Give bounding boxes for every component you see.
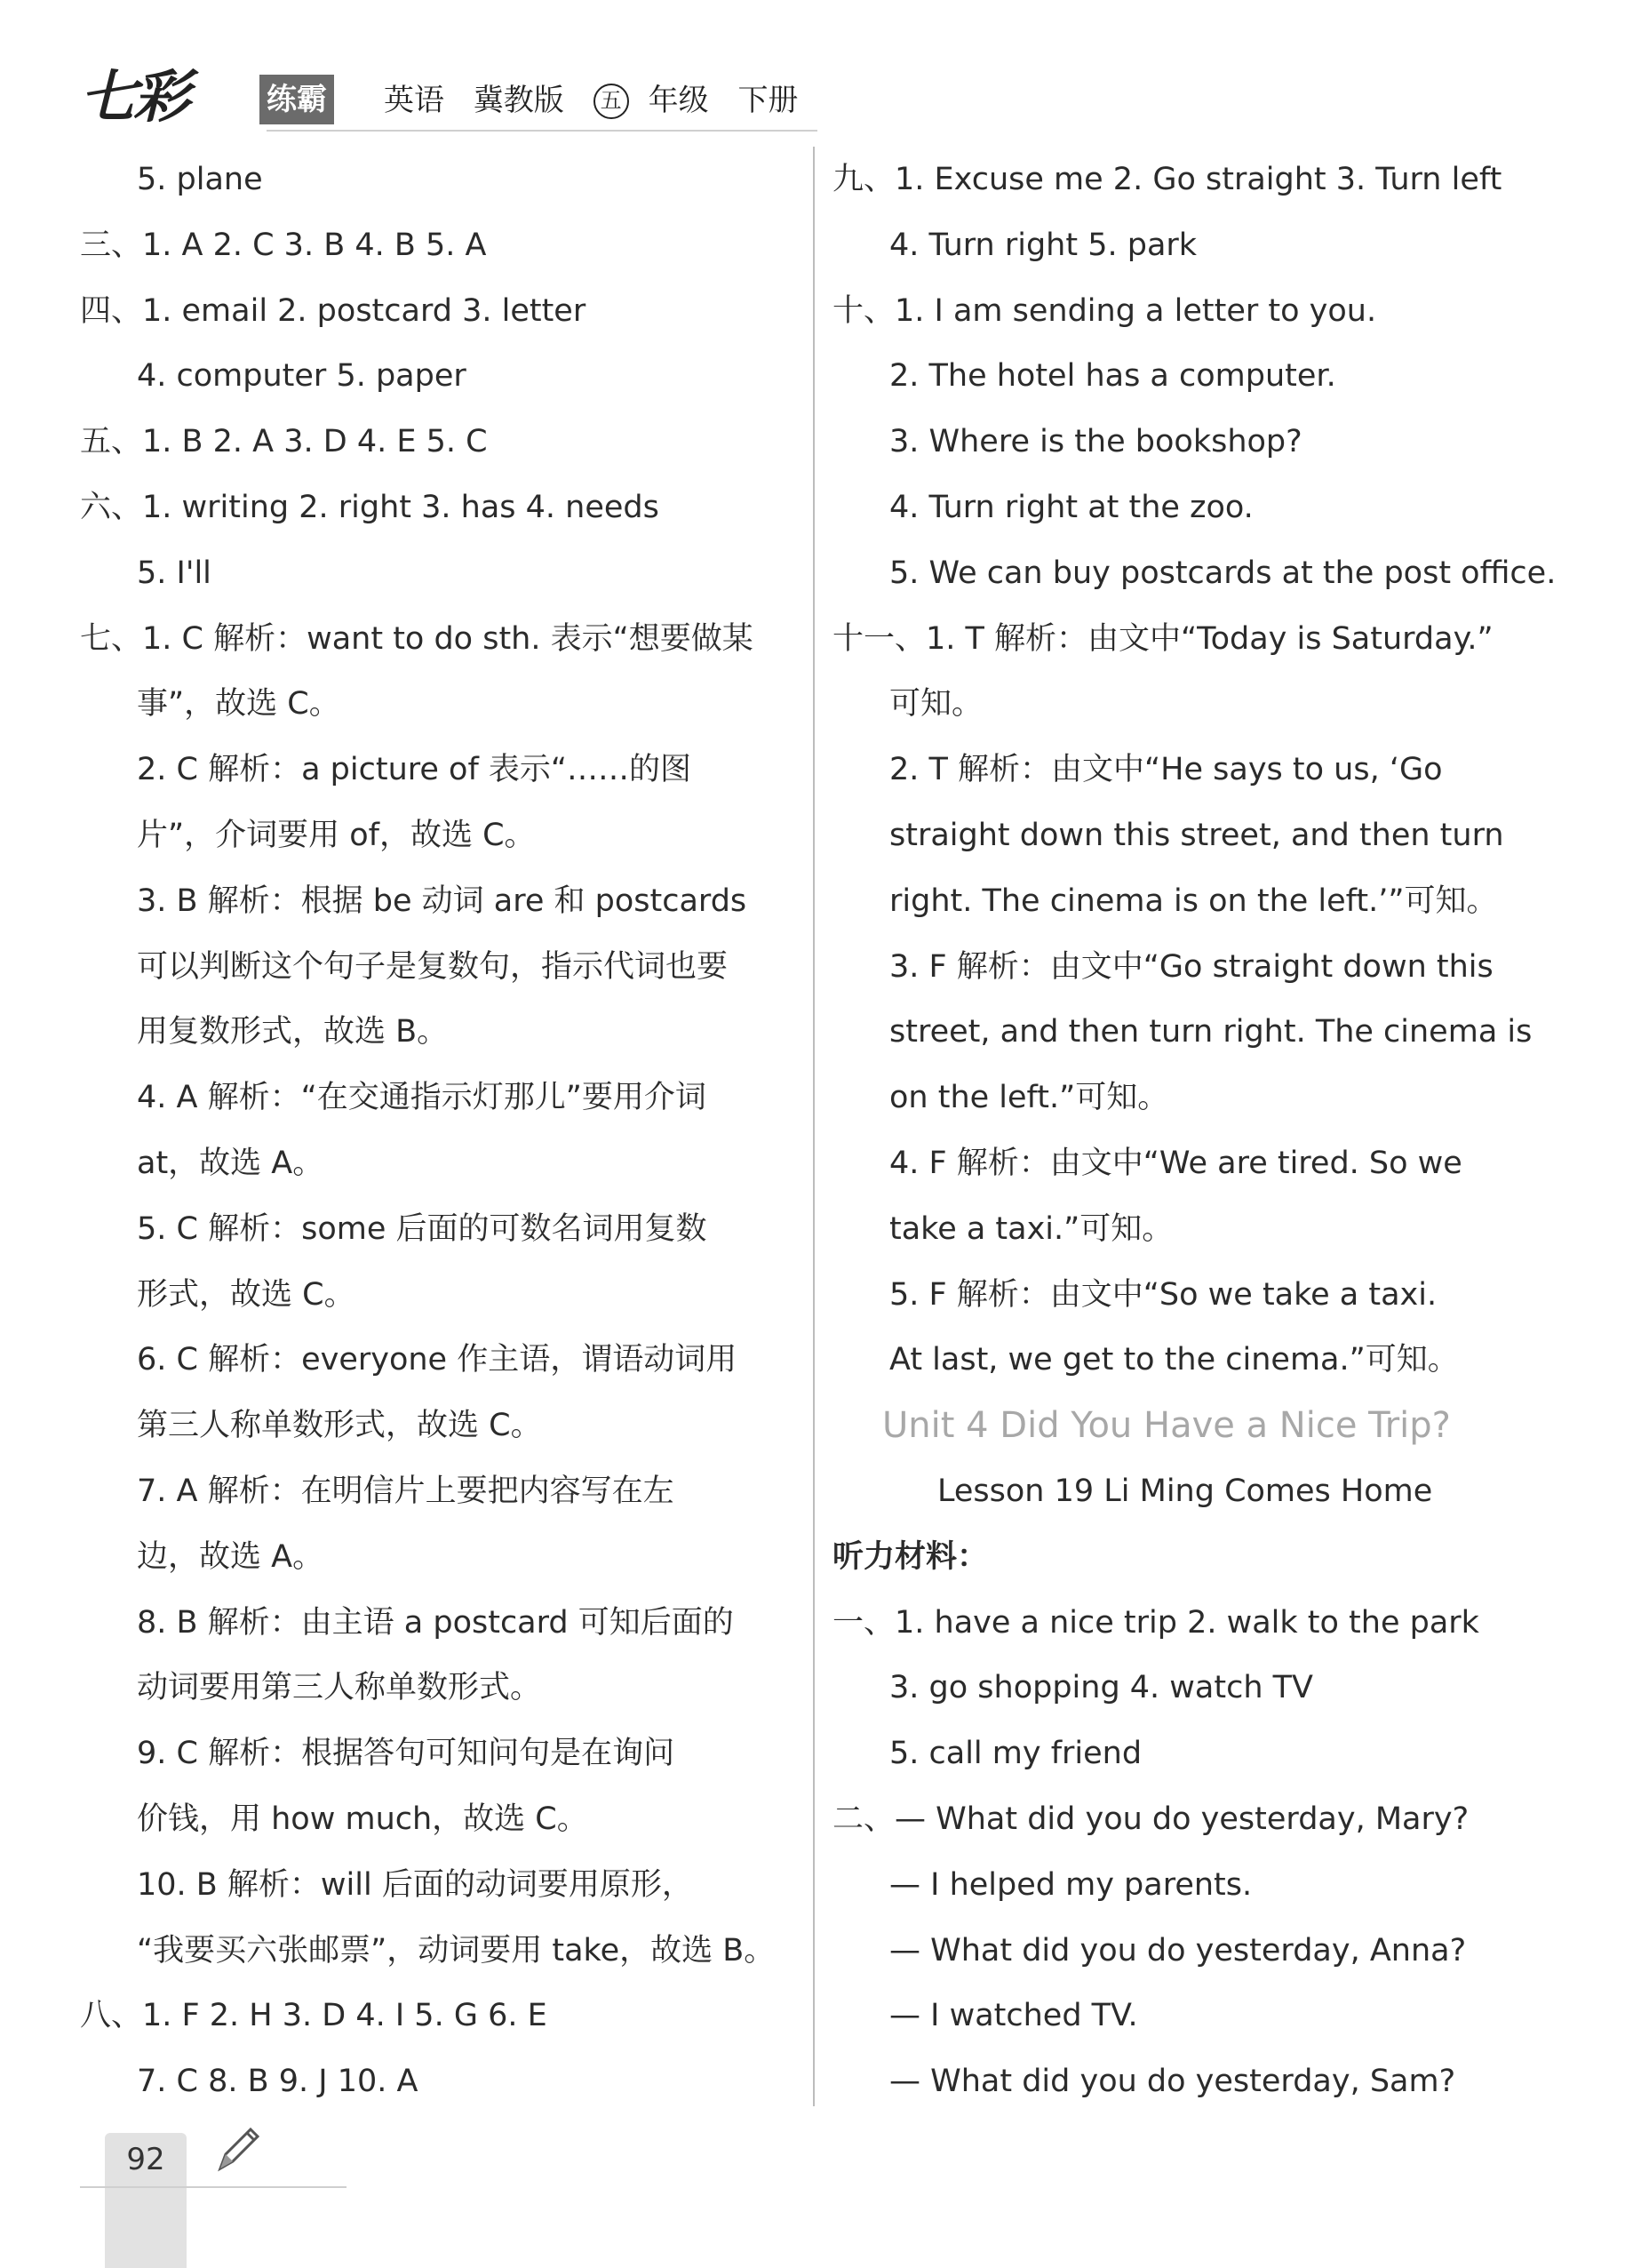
- left-column: [80, 148, 804, 2115]
- answer-line: 九、1. Excuse me 2. Go straight 3. Turn left: [832, 162, 1502, 197]
- answer-line: 7. C 8. B 9. J 10. A: [137, 2064, 418, 2100]
- page-number: 92: [126, 2142, 165, 2177]
- volume-label: 下册: [737, 83, 799, 118]
- edition-label: 冀教版: [473, 83, 564, 118]
- answer-line: 5. call my friend: [889, 1736, 1143, 1772]
- header-rule: [267, 130, 817, 132]
- answer-line: street, and then turn right. The cinema is: [889, 1014, 1533, 1050]
- answer-line: 6. C 解析：everyone 作主语，谓语动词用: [137, 1342, 737, 1378]
- answer-line: 片”，介词要用 of，故选 C。: [137, 817, 536, 853]
- answer-line: 六、1. writing 2. right 3. has 4. needs: [80, 489, 659, 525]
- answer-line: 八、1. F 2. H 3. D 4. I 5. G 6. E: [80, 1998, 547, 2034]
- answer-line: 七、1. C 解析：want to do sth. 表示“想要做某: [80, 620, 753, 657]
- answer-line: 第三人称单数形式，故选 C。: [137, 1408, 542, 1444]
- answer-line: 可以判断这个句子是复数句，指示代词也要: [137, 948, 729, 985]
- answer-line: 4. F 解析：由文中“We are tired. So we: [889, 1145, 1462, 1181]
- answer-line: At last, we get to the cinema.”可知。: [889, 1342, 1459, 1378]
- grade-number-circle: 五: [593, 84, 629, 119]
- answer-line: 3. go shopping 4. watch TV: [889, 1670, 1313, 1706]
- answer-line: straight down this street, and then turn: [889, 817, 1504, 853]
- answer-line: 形式，故选 C。: [137, 1276, 355, 1313]
- answer-line: right. The cinema is on the left.’”可知。: [889, 882, 1498, 919]
- answer-line: 4. A 解析：“在交通指示灯那儿”要用介词: [137, 1080, 706, 1116]
- answer-line: 7. A 解析：在明信片上要把内容写在左: [137, 1473, 674, 1509]
- answer-line: 8. B 解析：由主语 a postcard 可知后面的: [137, 1604, 734, 1641]
- answer-line: 边，故选 A。: [137, 1538, 324, 1575]
- subject-label: 英语: [384, 83, 444, 118]
- answer-line: — What did you do yesterday, Sam?: [889, 2064, 1456, 2100]
- book-info: [384, 78, 817, 123]
- page-header: [62, 53, 809, 138]
- answer-line: 五、1. B 2. A 3. D 4. E 5. C: [80, 424, 488, 460]
- answer-line: on the left.”可知。: [889, 1080, 1169, 1116]
- section-heading: 听力材料：: [832, 1538, 989, 1575]
- answer-line: 3. B 解析：根据 be 动词 are 和 postcards: [137, 882, 747, 919]
- answer-line: 十、1. I am sending a letter to you.: [832, 292, 1377, 329]
- answer-line: 3. F 解析：由文中“Go straight down this: [889, 948, 1494, 985]
- answer-line: 5. C 解析：some 后面的可数名词用复数: [137, 1210, 707, 1247]
- answer-line: — What did you do yesterday, Anna?: [889, 1932, 1467, 1969]
- answer-line: 价钱，用 how much，故选 C。: [137, 1801, 588, 1837]
- unit-heading: Unit 4 Did You Have a Nice Trip?: [882, 1405, 1451, 1447]
- answer-line: take a taxi.”可知。: [889, 1210, 1174, 1247]
- answer-line: 9. C 解析：根据答句可知问句是在询问: [137, 1736, 675, 1772]
- answer-line: 4. Turn right 5. park: [889, 227, 1198, 263]
- pencil-icon: [211, 2120, 265, 2174]
- answer-line: 4. Turn right at the zoo.: [889, 489, 1254, 525]
- answer-line: 2. C 解析：a picture of 表示“……的图: [137, 752, 692, 788]
- answer-line: 2. The hotel has a computer.: [889, 358, 1336, 395]
- answer-line: 用复数形式，故选 B。: [137, 1014, 449, 1050]
- brand-logo-box: 练霸: [259, 75, 334, 124]
- answer-line: 5. I'll: [137, 555, 211, 591]
- answer-line: 5. We can buy postcards at the post office.: [889, 555, 1557, 591]
- answer-line: 一、1. have a nice trip 2. walk to the park: [832, 1604, 1479, 1641]
- answer-line: 三、1. A 2. C 3. B 4. B 5. A: [80, 227, 487, 263]
- answer-line: 动词要用第三人称单数形式。: [137, 1670, 542, 1706]
- answer-line: 事”，故选 C。: [137, 686, 340, 723]
- answer-line: — I helped my parents.: [889, 1866, 1253, 1903]
- lesson-heading: Lesson 19 Li Ming Comes Home: [937, 1473, 1433, 1509]
- right-column: [832, 148, 1570, 2115]
- answer-line: “我要买六张邮票”，动词要用 take，故选 B。: [137, 1932, 776, 1969]
- answer-line: 10. B 解析：will 后面的动词要用原形，: [137, 1866, 693, 1903]
- answer-line: 二、— What did you do yesterday, Mary?: [832, 1801, 1470, 1837]
- answer-line: 四、1. email 2. postcard 3. letter: [80, 292, 586, 329]
- column-divider: [813, 147, 815, 2106]
- answer-line: 5. plane: [137, 162, 263, 197]
- grade-label: 年级: [648, 83, 709, 118]
- footer-rule: [80, 2186, 347, 2188]
- answer-line: 4. computer 5. paper: [137, 358, 466, 395]
- brand-logo: 七彩: [80, 64, 187, 131]
- answer-line: 5. F 解析：由文中“So we take a taxi.: [889, 1276, 1438, 1313]
- answer-line: 3. Where is the bookshop?: [889, 424, 1302, 460]
- answer-line: 十一、1. T 解析：由文中“Today is Saturday.”: [832, 620, 1494, 657]
- answer-line: — I watched TV.: [889, 1998, 1138, 2034]
- answer-line: 可知。: [889, 686, 984, 723]
- answer-line: at，故选 A。: [137, 1145, 324, 1181]
- answer-line: 2. T 解析：由文中“He says to us, ‘Go: [889, 752, 1443, 788]
